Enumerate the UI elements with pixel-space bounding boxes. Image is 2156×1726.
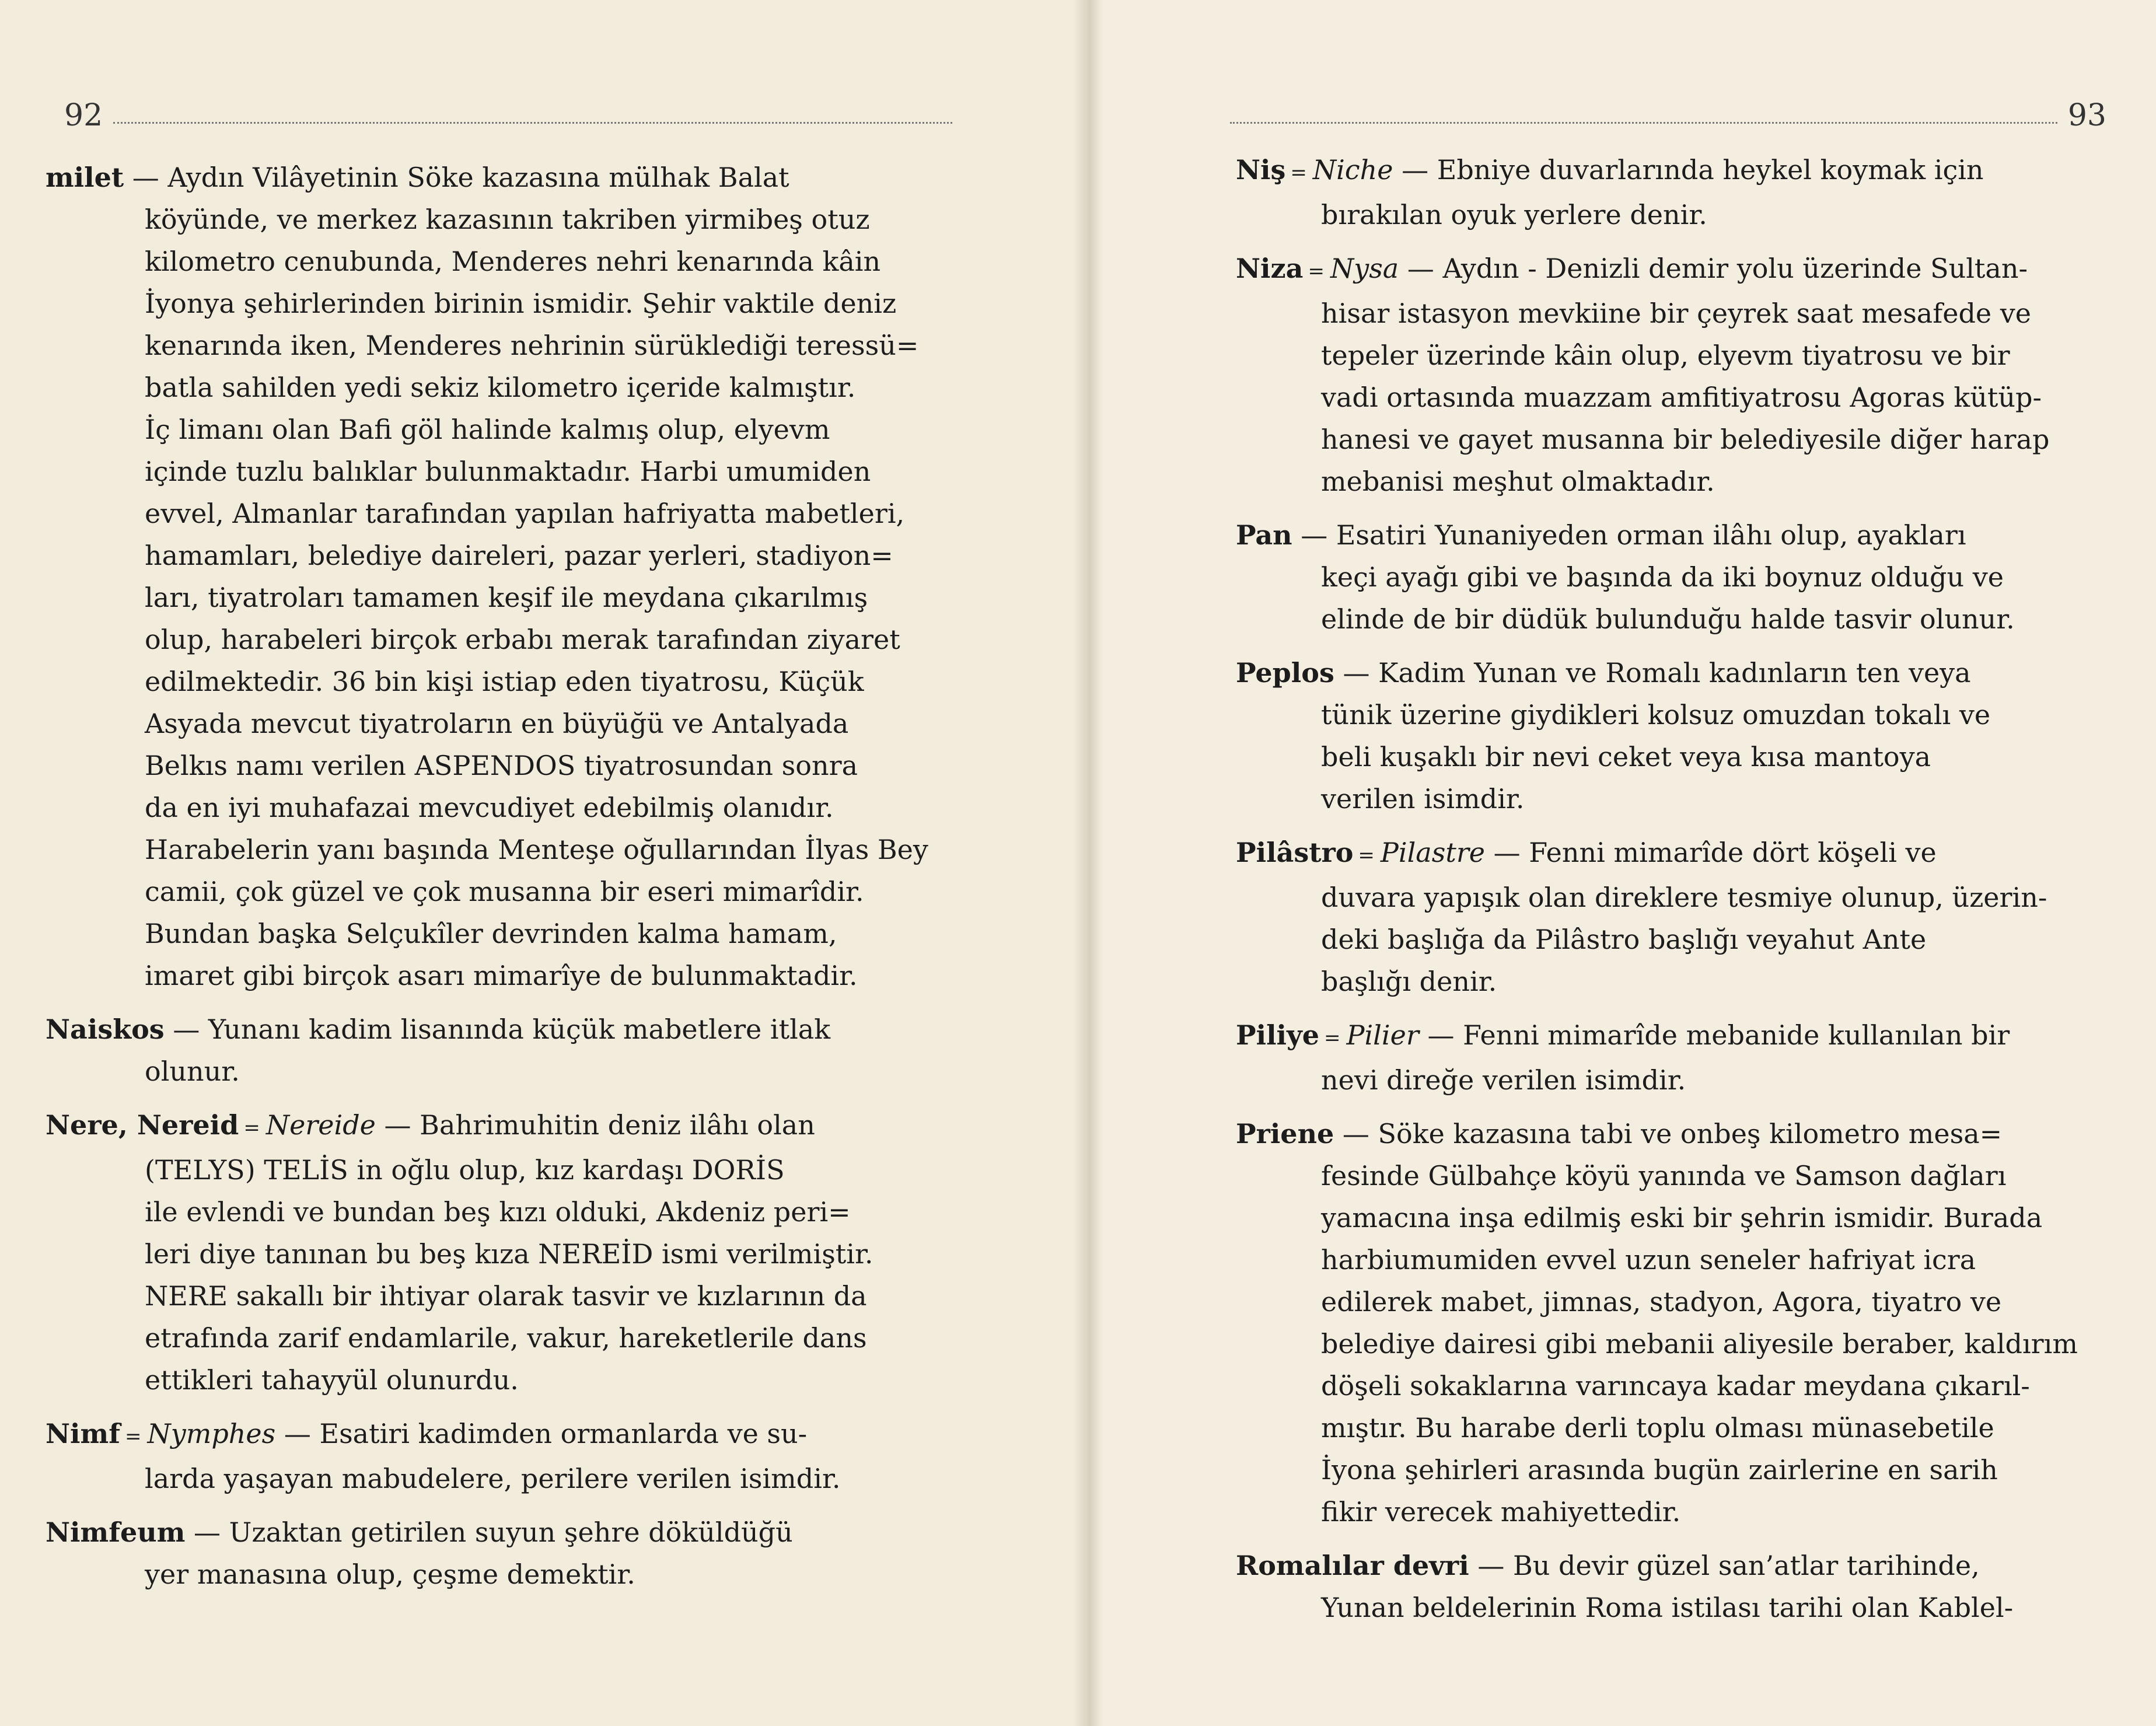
entry-term: Peplos	[1236, 657, 1334, 689]
glossary-entry	[1236, 652, 2111, 820]
entry-text: içinde tuzlu balıklar bulunmaktadır. Harbi umumiden	[145, 456, 871, 487]
glossary-entry	[1236, 149, 2111, 236]
entry-text: edilmektedir. 36 bin kişi istiap eden tiyatrosu, Küçük	[145, 666, 864, 697]
entry-text: fikir verecek mahiyettedir.	[1321, 1496, 1681, 1528]
entry-text: İyonya şehirlerinden birinin ismidir. Şehir vaktile deniz	[145, 288, 897, 319]
entry-text: larda yaşayan mabudelere, perilere verilen isimdir.	[145, 1463, 841, 1494]
entry-text: olunur.	[145, 1056, 240, 1087]
entry-line	[1236, 1491, 2111, 1533]
entry-line	[1236, 1365, 2111, 1407]
entry-first-line	[1236, 1113, 2111, 1155]
entry-head	[1236, 514, 1966, 556]
glossary-entry	[1236, 514, 2111, 640]
entry-text: verilen isimdir.	[1321, 783, 1525, 815]
entry-text: leri diye tanınan bu beş kıza NEREİD ismi verilmiştir.	[145, 1238, 873, 1270]
entry-head	[1236, 1014, 2010, 1059]
entry-text: elinde de bir düdük bulunduğu halde tasvir olunur.	[1321, 603, 2015, 635]
entry-text: köyünde, ve merkez kazasının takriben yirmibeş otuz	[145, 204, 870, 235]
entry-text: duvara yapışık olan direklere tesmiye olunup, üzerin-	[1321, 882, 2047, 913]
entry-text: — Fenni mimarîde mebanide kullanılan bir	[1427, 1019, 2010, 1051]
entry-line	[46, 450, 944, 492]
right-page	[1085, 0, 2156, 1726]
entry-head	[46, 1511, 793, 1553]
entry-text: Belkıs namı verilen ASPENDOS tiyatrosundan sonra	[145, 750, 858, 781]
equals-sign: =	[1308, 260, 1325, 283]
entry-line	[46, 1553, 944, 1595]
entry-line	[46, 1050, 944, 1092]
entry-line	[46, 492, 944, 534]
entry-text: hamamları, belediye daireleri, pazar yerleri, stadiyon=	[145, 540, 893, 571]
entry-line	[1236, 334, 2111, 376]
entry-line	[1236, 460, 2111, 502]
entry-line	[46, 787, 944, 829]
entry-line	[1236, 918, 2111, 960]
glossary-entry	[46, 156, 944, 997]
entry-text: edilerek mabet, jimnas, stadyon, Agora, tiyatro ve	[1321, 1286, 2002, 1318]
entry-text: hisar istasyon mevkiine bir çeyrek saat mesafede ve	[1321, 298, 2031, 329]
entry-text: İyona şehirleri arasında bugün zairlerine en sarih	[1321, 1454, 1998, 1486]
glossary-entry	[46, 1511, 944, 1595]
entry-line	[46, 1233, 944, 1275]
entry-text: imaret gibi birçok asarı mimarîye de bulunmaktadir.	[145, 960, 858, 991]
entry-term: Pilâstro	[1236, 837, 1354, 868]
entry-text: NERE sakallı bir ihtiyar olarak tasvir ve kızlarının da	[145, 1280, 867, 1312]
entry-line	[1236, 1155, 2111, 1197]
entry-head	[1236, 149, 1984, 194]
equals-sign: =	[1324, 1026, 1341, 1050]
entry-text: yamacına inşa edilmiş eski bir şehrin ismidir. Burada	[1321, 1202, 2043, 1234]
entry-line	[1236, 1239, 2111, 1281]
entry-head	[1236, 1113, 2002, 1155]
entry-line	[46, 324, 944, 366]
right-text-column	[1236, 149, 2111, 1640]
entry-term: Nimf	[46, 1418, 120, 1449]
equals-sign: =	[243, 1116, 260, 1140]
entry-line	[1236, 1323, 2111, 1365]
entry-line	[1236, 736, 2111, 778]
entry-term: Pan	[1236, 519, 1292, 551]
entry-line	[46, 198, 944, 240]
entry-text: ile evlendi ve bundan beş kızı olduki, Akdeniz peri=	[145, 1196, 851, 1228]
entry-line	[46, 282, 944, 324]
entry-line	[46, 661, 944, 703]
entry-term: Priene	[1236, 1118, 1334, 1149]
entry-first-line	[1236, 514, 2111, 556]
entry-text: — Aydın - Denizli demir yolu üzerinde Sultan-	[1407, 253, 2028, 284]
entry-text: Yunan beldelerinin Roma istilası tarihi olan Kablel-	[1321, 1592, 2014, 1623]
entry-line	[46, 1458, 944, 1500]
entry-head	[46, 1104, 815, 1149]
glossary-entry	[1236, 831, 2111, 1002]
entry-line	[1236, 1407, 2111, 1449]
entry-text: kilometro cenubunda, Menderes nehri kenarında kâin	[145, 246, 881, 277]
entry-text: kenarında iken, Menderes nehrinin sürüklediği teressü=	[145, 330, 919, 361]
entry-text: yer manasına olup, çeşme demektir.	[145, 1559, 635, 1590]
header-dotted-rule	[1230, 122, 2057, 124]
entry-line	[46, 871, 944, 913]
entry-text: hanesi ve gayet musanna bir belediyesile diğer harap	[1321, 424, 2050, 455]
entry-line	[46, 366, 944, 408]
entry-first-line	[46, 1008, 944, 1050]
entry-first-line	[1236, 831, 2111, 876]
entry-text: fesinde Gülbahçe köyü yanında ve Samson dağları	[1321, 1160, 2007, 1192]
entry-head	[1236, 1545, 1980, 1587]
entry-text: evvel, Almanlar tarafından yapılan hafriyatta mabetleri,	[145, 498, 905, 529]
entry-line	[46, 703, 944, 745]
entry-first-line	[46, 1511, 944, 1553]
entry-first-line	[46, 1413, 944, 1458]
equals-sign: =	[1358, 844, 1375, 867]
entry-term: Niza	[1236, 253, 1304, 284]
entry-variant: Niche	[1312, 154, 1393, 186]
entry-line	[1236, 556, 2111, 598]
entry-head	[1236, 831, 1937, 876]
entry-line	[46, 1149, 944, 1191]
entry-variant: Nereide	[265, 1109, 376, 1141]
entry-first-line	[46, 156, 944, 198]
entry-text: — Söke kazasına tabi ve onbeş kilometro mesa=	[1342, 1118, 2003, 1149]
entry-line	[46, 829, 944, 871]
entry-text: tepeler üzerinde kâin olup, elyevm tiyatrosu ve bir	[1321, 340, 2010, 371]
page-number: 93	[2067, 98, 2106, 133]
entry-text: — Kadim Yunan ve Romalı kadınların ten veya	[1343, 657, 1971, 689]
entry-first-line	[1236, 149, 2111, 194]
book-gutter	[1074, 0, 1103, 1726]
entry-text: — Esatiri Yunaniyeden orman ilâhı olup, ayakları	[1301, 519, 1966, 551]
entry-text: deki başlığa da Pilâstro başlığı veyahut Ante	[1321, 924, 1927, 955]
entry-line	[46, 619, 944, 661]
entry-text: — Bu devir güzel san’atlar tarihinde,	[1477, 1550, 1980, 1581]
glossary-entry	[1236, 1014, 2111, 1101]
entry-text: — Fenni mimarîde dört köşeli ve	[1493, 837, 1937, 868]
glossary-entry	[1236, 1113, 2111, 1533]
entry-line	[46, 408, 944, 450]
equals-sign: =	[1290, 161, 1307, 184]
entry-line	[1236, 876, 2111, 918]
entry-line	[1236, 1449, 2111, 1491]
entry-text: — Bahrimuhitin deniz ilâhı olan	[384, 1109, 815, 1141]
entry-text: — Aydın Vilâyetinin Söke kazasına mülhak Balat	[132, 162, 789, 193]
entry-term: Piliye	[1236, 1019, 1320, 1051]
entry-line	[46, 534, 944, 577]
entry-head	[1236, 247, 2028, 292]
entry-line	[1236, 1059, 2111, 1101]
entry-line	[46, 1317, 944, 1359]
entry-text: ettikleri tahayyül olunurdu.	[145, 1364, 519, 1396]
entry-line	[1236, 694, 2111, 736]
entry-text: bırakılan oyuk yerlere denir.	[1321, 199, 1707, 230]
entry-text: İç limanı olan Bafi göl halinde kalmış olup, elyevm	[145, 414, 830, 445]
entry-variant: Pilier	[1346, 1019, 1419, 1051]
entry-head	[46, 156, 789, 198]
entry-text: nevi direğe verilen isimdir.	[1321, 1064, 1686, 1096]
entry-term: milet	[46, 162, 124, 193]
entry-text: belediye dairesi gibi mebanii aliyesile beraber, kaldırım	[1321, 1328, 2078, 1360]
entry-term: Niş	[1236, 154, 1286, 186]
entry-head	[1236, 652, 1971, 694]
entry-first-line	[1236, 652, 2111, 694]
entry-line	[1236, 194, 2111, 236]
entry-head	[46, 1008, 830, 1050]
entry-text: harbiumumiden evvel uzun seneler hafriyat icra	[1321, 1244, 1976, 1276]
entry-text: da en iyi muhafazai mevcudiyet edebilmiş olanıdır.	[145, 792, 834, 823]
entry-first-line	[1236, 1545, 2111, 1587]
entry-text: olup, harabeleri birçok erbabı merak tarafından ziyaret	[145, 624, 900, 655]
entry-line	[1236, 778, 2111, 820]
entry-first-line	[46, 1104, 944, 1149]
entry-text: camii, çok güzel ve çok musanna bir eseri mimarîdir.	[145, 876, 864, 907]
left-page-header	[64, 98, 963, 133]
entry-line	[1236, 598, 2111, 640]
left-text-column	[46, 156, 944, 1607]
entry-line	[1236, 1281, 2111, 1323]
page-number: 92	[64, 98, 103, 133]
entry-term: Naiskos	[46, 1014, 165, 1045]
entry-text: beli kuşaklı bir nevi ceket veya kısa mantoya	[1321, 741, 1931, 773]
glossary-entry	[1236, 1545, 2111, 1629]
glossary-entry	[46, 1008, 944, 1092]
entry-term: Nimfeum	[46, 1517, 186, 1548]
entry-text: — Ebniye duvarlarında heykel koymak için	[1402, 154, 1984, 186]
entry-line	[46, 240, 944, 282]
entry-line	[46, 1191, 944, 1233]
entry-first-line	[1236, 1014, 2111, 1059]
entry-line	[1236, 376, 2111, 418]
entry-variant: Pilastre	[1380, 837, 1486, 868]
entry-line	[46, 1275, 944, 1317]
glossary-entry	[1236, 247, 2111, 502]
entry-line	[1236, 1197, 2111, 1239]
entry-text: Bundan başka Selçukîler devrinden kalma hamam,	[145, 918, 837, 949]
entry-text: ları, tiyatroları tamamen keşif ile meydana çıkarılmış	[145, 582, 868, 613]
entry-text: (TELYS) TELİS in oğlu olup, kız kardaşı DORİS	[145, 1154, 785, 1186]
entry-line	[46, 955, 944, 997]
entry-text: — Uzaktan getirilen suyun şehre döküldüğü	[194, 1517, 793, 1548]
right-page-header	[1219, 98, 2106, 133]
entry-text: döşeli sokaklarına varıncaya kadar meydana çıkarıl-	[1321, 1370, 2030, 1402]
glossary-entry	[46, 1413, 944, 1500]
entry-text: mebanisi meşhut olmaktadır.	[1321, 466, 1715, 497]
entry-line	[46, 745, 944, 787]
entry-variant: Nymphes	[147, 1418, 276, 1449]
entry-text: vadi ortasında muazzam amfitiyatrosu Agoras kütüp-	[1321, 382, 2042, 413]
equals-sign: =	[124, 1425, 142, 1448]
entry-text: Asyada mevcut tiyatroların en büyüğü ve Antalyada	[145, 708, 849, 739]
entry-line	[46, 577, 944, 619]
entry-line	[46, 1359, 944, 1401]
entry-head	[46, 1413, 807, 1458]
entry-text: — Yunanı kadim lisanında küçük mabetlere itlak	[173, 1014, 831, 1045]
entry-text: başlığı denir.	[1321, 966, 1497, 997]
entry-line	[1236, 960, 2111, 1002]
entry-text: etrafında zarif endamlarile, vakur, hareketlerile dans	[145, 1322, 867, 1354]
entry-first-line	[1236, 247, 2111, 292]
entry-line	[1236, 292, 2111, 334]
entry-line	[46, 913, 944, 955]
entry-text: — Esatiri kadimden ormanlarda ve su-	[284, 1418, 808, 1449]
entry-term: Nere, Nereid	[46, 1109, 239, 1141]
entry-variant: Nysa	[1330, 253, 1399, 284]
header-dotted-rule	[113, 122, 952, 124]
entry-text: tünik üzerine giydikleri kolsuz omuzdan tokalı ve	[1321, 699, 1991, 731]
entry-text: batla sahilden yedi sekiz kilometro içeride kalmıştır.	[145, 372, 856, 403]
entry-text: Harabelerin yanı başında Menteşe oğullarından İlyas Bey	[145, 834, 928, 865]
entry-line	[1236, 1587, 2111, 1629]
entry-line	[1236, 418, 2111, 460]
entry-text: keçi ayağı gibi ve başında da iki boynuz olduğu ve	[1321, 561, 2004, 593]
glossary-entry	[46, 1104, 944, 1401]
entry-term: Romalılar devri	[1236, 1550, 1469, 1581]
entry-text: mıştır. Bu harabe derli toplu olması münasebetile	[1321, 1412, 1994, 1444]
